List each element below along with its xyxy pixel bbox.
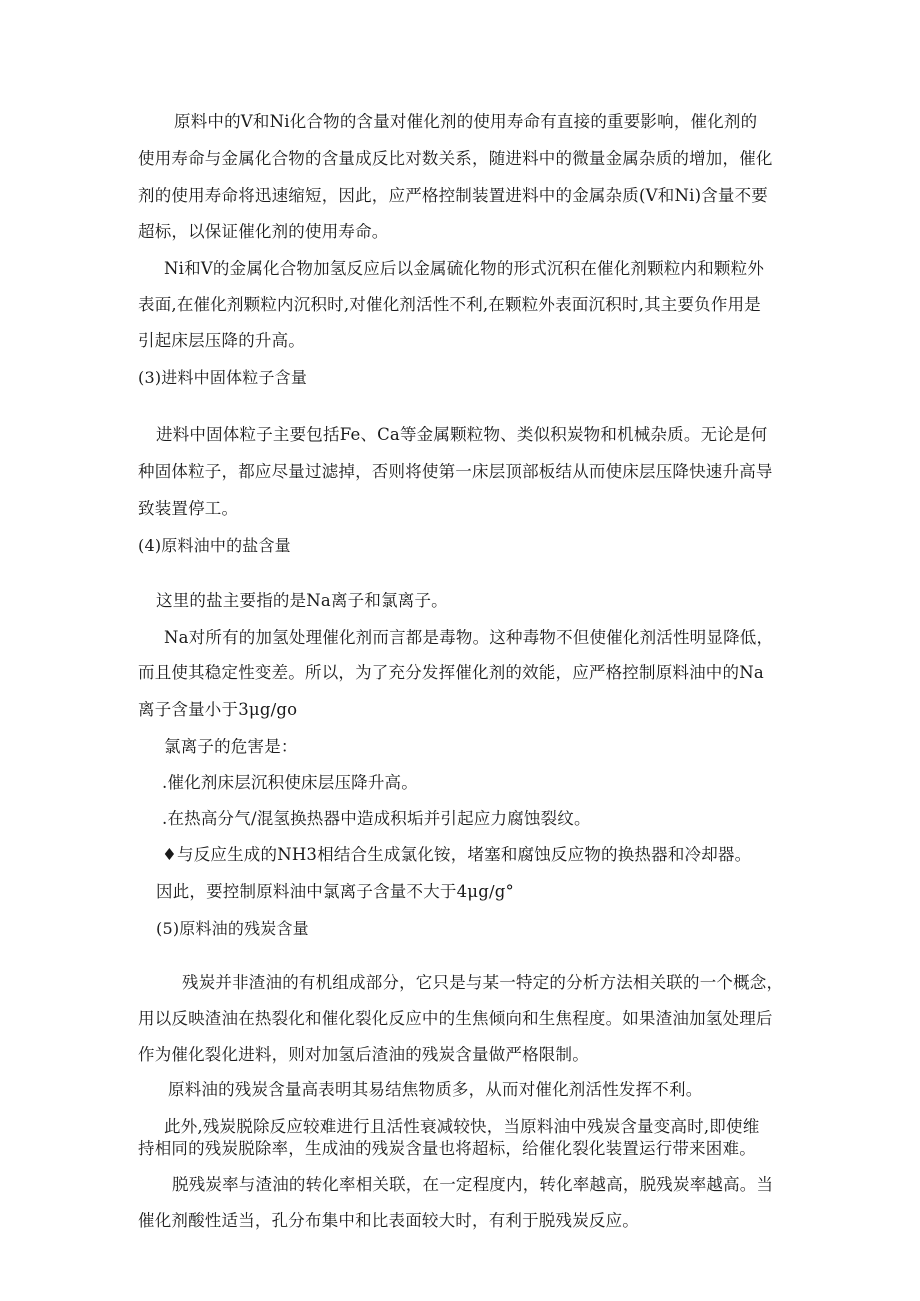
p1-line-4: 超标，以保证催化剂的使用寿命。	[138, 222, 389, 241]
p3-line-2: 种固体粒子，都应尽量过滤掉，否则将使第一床层顶部板结从而使床层压降快速升高导	[138, 462, 773, 481]
p6-line-1: 氯离子的危害是：	[164, 737, 298, 756]
p1-line-3: 剂的使用寿命将迅速缩短，因此，应严格控制装置进料中的金属杂质(V和Ni)含量不要	[138, 186, 769, 205]
p10-line-2: 持相同的残炭脱除率，生成油的残炭含量也将超标，给催化裂化装置运行带来困难。	[138, 1139, 756, 1158]
p7-line-1: 因此，要控制原料油中氯离子含量不大于4μg∕g°	[156, 882, 514, 901]
section-heading-5: (5)原料油的残炭含量	[156, 919, 309, 938]
p10-line-1: 此外,残炭脱除反应较难进行且活性衰减较快，当原料油中残炭含量变高时,即使维	[164, 1117, 760, 1136]
p3-line-3: 致装置停工。	[138, 499, 239, 518]
p3-line-1: 进料中固体粒子主要包括Fe、Ca等金属颗粒物、类似积炭物和机械杂质。无论是何	[156, 425, 768, 444]
p2-line-1: Ni和V的金属化合物加氢反应后以金属硫化物的形式沉积在催化剂颗粒内和颗粒外	[164, 259, 765, 278]
bullet-item-2: .在热高分气/混氢换热器中造成积垢并引起应力腐蚀裂纹。	[162, 809, 591, 828]
p2-line-2: 表面,在催化剂颗粒内沉积时,对催化剂活性不利,在颗粒外表面沉积时,其主要负作用是	[138, 295, 761, 314]
p9-line-1: 原料油的残炭含量高表明其易结焦物质多，从而对催化剂活性发挥不利。	[168, 1080, 703, 1099]
p5-line-1: Na对所有的加氢处理催化剂而言都是毒物。这种毒物不但使催化剂活性明显降低，	[164, 628, 774, 647]
bullet-item-1: .催化剂床层沉积使床层压降升高。	[162, 773, 418, 792]
p11-line-2: 催化剂酸性适当，孔分布集中和比表面较大时，有利于脱残炭反应。	[138, 1211, 639, 1230]
p5-line-2: 而且使其稳定性变差。所以，为了充分发挥催化剂的效能，应严格控制原料油中的Na	[138, 663, 764, 682]
p1-line-1: 原料中的V和Ni化合物的含量对催化剂的使用寿命有直接的重要影响，催化剂的	[174, 112, 758, 131]
p1-line-2: 使用寿命与金属化合物的含量成反比对数关系，随进料中的微量金属杂质的增加，催化	[138, 149, 773, 168]
p5-line-3: 离子含量小于3μg∕go	[138, 700, 298, 719]
p8-line-2: 用以反映渣油在热裂化和催化裂化反应中的生焦倾向和生焦程度。如果渣油加氢处理后	[138, 1009, 773, 1028]
p11-line-1: 脱残炭率与渣油的转化率相关联，在一定程度内，转化率越高，脱残炭率越高。当	[172, 1175, 774, 1194]
section-heading-3: (3)进料中固体粒子含量	[138, 368, 308, 387]
p2-line-3: 引起床层压降的升高。	[138, 331, 305, 350]
p8-line-3: 作为催化裂化进料，则对加氢后渣油的残炭含量做严格限制。	[138, 1045, 589, 1064]
section-heading-4: (4)原料油中的盐含量	[138, 536, 291, 555]
p8-line-1: 残炭并非渣油的有机组成部分，它只是与某一特定的分析方法相关联的一个概念，	[182, 973, 784, 992]
p4-line-1: 这里的盐主要指的是Na离子和氯离子。	[156, 591, 448, 610]
bullet-item-3: ♦与反应生成的NH3相结合生成氯化铵，堵塞和腐蚀反应物的换热器和冷却器。	[162, 845, 752, 864]
